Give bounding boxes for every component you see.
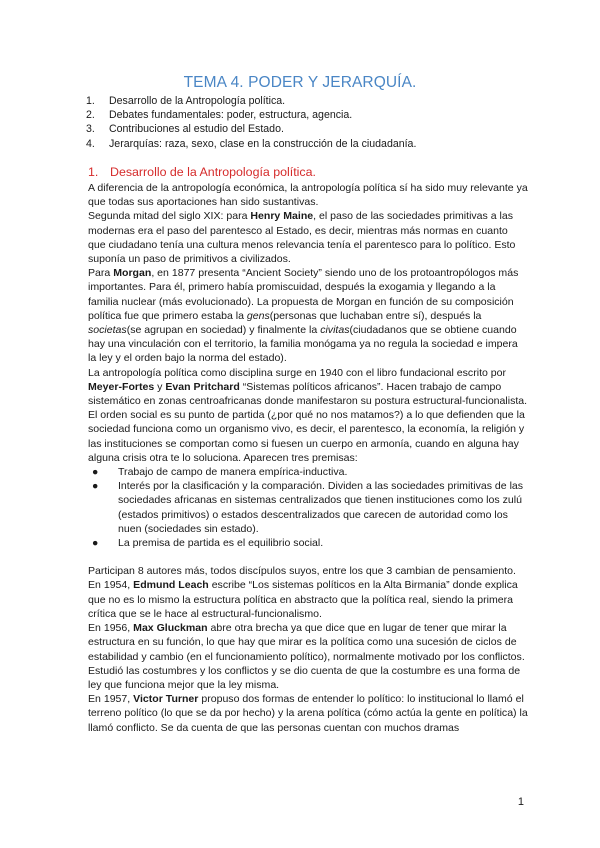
page-number: 1 xyxy=(517,796,524,808)
paragraph: En 1957, Victor Turner propuso dos formas de entender lo político: lo institucional lo llamó el terreno político (lo que se da por hecho) y la arena política (cómo actúa la gente en política) la llamó conflicto. Se da cuenta de que las personas cuentan con muchos dramas xyxy=(88,693,528,734)
bullet-icon: ● xyxy=(92,537,99,550)
paragraph: Segunda mitad del siglo XIX: para Henry Maine, el paso de las sociedades primitivas a las modernas era el paso del parentesco al Estado, es decir, mientras más normas en cuanto que ciudadano tenía una cultura menos relevancia tenía el parentesco para lo político. Esto suponía un paso de primitivos a civilizados. xyxy=(88,210,516,266)
term: civitas xyxy=(320,324,350,337)
paragraph: La antropología política como disciplina surge en 1940 con el libro fundacional escrito por Meyer-Fortes y Evan Pritchard “Sistemas políticos africanos”. Hacen trabajo de campo sistemático en zonas centroafricanas donde manifestaron su postura estructural-funcionalista. El orden social es su punto de partida (¿por qué no nos matamos?) a lo que defienden que la sociedad funciona como un organismo vivo, es decir, el parentesco, la economía, la religión y las instituciones se comportan como si fuesen un cuerpo en armonía, cuando en alguna hay alguna crisis otra te lo soluciona. Aparecen tres premisas: xyxy=(88,366,528,464)
term: gens xyxy=(246,309,270,322)
toc-item: 2. Debates fundamentales: poder, estructura, agencia. xyxy=(86,109,353,122)
term: societas xyxy=(88,324,127,337)
document-body xyxy=(88,181,528,735)
toc-item: 4. Jerarquías: raza, sexo, clase en la construcción de la ciudadanía. xyxy=(86,137,417,150)
section-heading: 1. Desarrollo de la Antropología política. xyxy=(88,165,316,179)
list-item: ● Trabajo de campo de manera empírica-inductiva. xyxy=(92,466,348,479)
bullet-icon: ● xyxy=(92,466,99,479)
author-name: Henry Maine xyxy=(250,210,314,223)
toc-item: 3. Contribuciones al estudio del Estado. xyxy=(86,123,284,136)
bullet-icon: ● xyxy=(92,480,99,493)
table-of-contents xyxy=(86,94,416,151)
paragraph: Para Morgan, en 1877 presenta “Ancient Society” siendo uno de los protoantropólogos más importantes. Para él, primero había promiscuidad, después la exogamia y llegando a la familia nuclear (más evolucionado). La propuesta de Morgan en función de su composición política fue que primero estaba la gens(personas que luchaban entre sí), después la societas(se agrupan en sociedad) y finalmente la civitas(ciudadanos que se obtiene cuando hay una vinculación con el territorio, la familia monógama ya no regula la sociedad e impera la ley y el orden bajo la norma del estado). xyxy=(88,267,519,365)
author-name: Max Gluckman xyxy=(133,622,208,635)
paragraph: Participan 8 autores más, todos discípulos suyos, entre los que 3 cambian de pensamiento. xyxy=(88,565,516,578)
paragraph: A diferencia de la antropología económica, la antropología política sí ha sido muy relevante ya que todas sus aportaciones han sido sustantivas. xyxy=(88,182,528,209)
author-name: Meyer-Fortes xyxy=(88,380,155,393)
bullet-list xyxy=(88,465,528,550)
paragraph: En 1954, Edmund Leach escribe “Los sistemas políticos en la Alta Birmania” donde explica que no es lo mismo la estructura política en abstracto que la política real, siendo la primera crítica que se le hace al estructural-funcionalismo. xyxy=(88,579,518,620)
list-item: ● Interés por la clasificación y la comparación. Dividen a las sociedades primitivas de las sociedades africanas en sistemas centralizados que tienen instituciones como los zulú (estados primitivos) o estados descentralizados que carecen de autoridad como los nuen (sociedades sin estado). xyxy=(92,480,524,535)
author-name: Edmund Leach xyxy=(133,579,209,592)
paragraph: En 1956, Max Gluckman abre otra brecha ya que dice que en lugar de tener que mirar la estructura en su función, lo que hay que mirar es la política como una sucesión de ciclos de estabilidad y cambio (en el funcionamiento político), normalmente motivado por los conflictos. Estudió las costumbres y los conflictos y se dio cuenta de que la costumbre es una forma de ley que funciona mejor que la ley misma. xyxy=(88,622,525,691)
toc-item: 1. Desarrollo de la Antropología política. xyxy=(86,95,286,107)
list-item: ● La premisa de partida es el equilibrio social. xyxy=(92,537,324,550)
author-name: Evan Pritchard xyxy=(165,380,240,393)
author-name: Victor Turner xyxy=(133,693,199,706)
document-title: TEMA 4. PODER Y JERARQUÍA. xyxy=(183,74,417,91)
author-name: Morgan xyxy=(113,267,152,280)
